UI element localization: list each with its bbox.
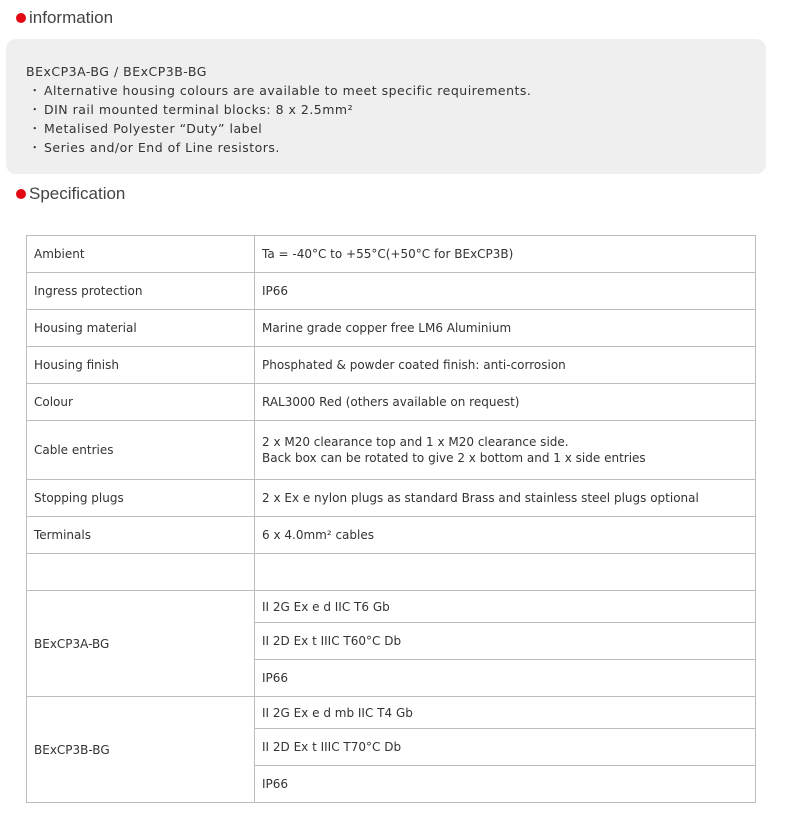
table-row xyxy=(27,347,756,384)
red-dot-icon xyxy=(16,13,26,23)
row-label: Stopping plugs xyxy=(27,480,255,517)
row-value: Phosphated & powder coated finish: anti-corrosion xyxy=(255,347,756,384)
row-label: Housing material xyxy=(27,310,255,347)
row-value xyxy=(255,554,756,591)
table-row xyxy=(27,517,756,554)
specification-heading-text: Specification xyxy=(29,184,126,203)
table-row xyxy=(27,236,756,273)
table-row xyxy=(27,310,756,347)
row-label: Colour xyxy=(27,384,255,421)
list-item: ・ Series and/or End of Line resistors. xyxy=(26,138,766,157)
row-value: 6 x 4.0mm² cables xyxy=(255,517,756,554)
row-value: IP66 xyxy=(255,766,756,803)
bullet-icon: ・ xyxy=(28,140,42,155)
list-item: ・ Metalised Polyester “Duty” label xyxy=(26,119,766,138)
model-names: BExCP3A-BG / BExCP3B-BG xyxy=(26,64,207,79)
empty-row xyxy=(27,554,756,591)
row-value xyxy=(255,421,756,480)
row-value: II 2G Ex e d IIC T6 Gb xyxy=(255,591,756,623)
row-value: IP66 xyxy=(255,660,756,697)
row-value: 2 x Ex e nylon plugs as standard Brass and stainless steel plugs optional xyxy=(255,480,756,517)
row-label: Housing finish xyxy=(27,347,255,384)
row-value: II 2D Ex t IIIC T60°C Db xyxy=(255,623,756,660)
table-row xyxy=(27,384,756,421)
specification-table xyxy=(26,235,756,803)
specification-heading xyxy=(16,184,125,204)
group-label: BExCP3A-BG xyxy=(27,591,255,697)
row-label: Cable entries xyxy=(27,421,255,480)
bullet-icon: ・ xyxy=(28,102,42,117)
row-label: Ambient xyxy=(27,236,255,273)
table-row xyxy=(27,697,756,729)
value-line: Back box can be rotated to give 2 x bottom and 1 x side entries xyxy=(262,451,646,465)
value-line: 2 x M20 clearance top and 1 x M20 clearance side. xyxy=(262,435,569,449)
row-label: Terminals xyxy=(27,517,255,554)
row-value: II 2D Ex t IIIC T70°C Db xyxy=(255,729,756,766)
row-value: RAL3000 Red (others available on request) xyxy=(255,384,756,421)
table-row xyxy=(27,591,756,623)
list-item: ・ Alternative housing colours are available to meet specific requirements. xyxy=(26,81,766,100)
table-row xyxy=(27,421,756,480)
list-item: ・ DIN rail mounted terminal blocks: 8 x 2.5mm² xyxy=(26,100,766,119)
row-value: IP66 xyxy=(255,273,756,310)
row-label: Ingress protection xyxy=(27,273,255,310)
bullet-icon: ・ xyxy=(28,83,42,98)
red-dot-icon xyxy=(16,189,26,199)
information-heading-text: information xyxy=(29,8,114,27)
information-list xyxy=(26,81,766,157)
row-value: Marine grade copper free LM6 Aluminium xyxy=(255,310,756,347)
row-value: Ta = -40°C to +55°C(+50°C for BExCP3B) xyxy=(255,236,756,273)
bullet-icon: ・ xyxy=(28,121,42,136)
row-label xyxy=(27,554,255,591)
information-box xyxy=(6,39,766,174)
table-row xyxy=(27,273,756,310)
table-row xyxy=(27,480,756,517)
row-value: II 2G Ex e d mb IIC T4 Gb xyxy=(255,697,756,729)
group-label: BExCP3B-BG xyxy=(27,697,255,803)
information-heading xyxy=(16,8,113,28)
